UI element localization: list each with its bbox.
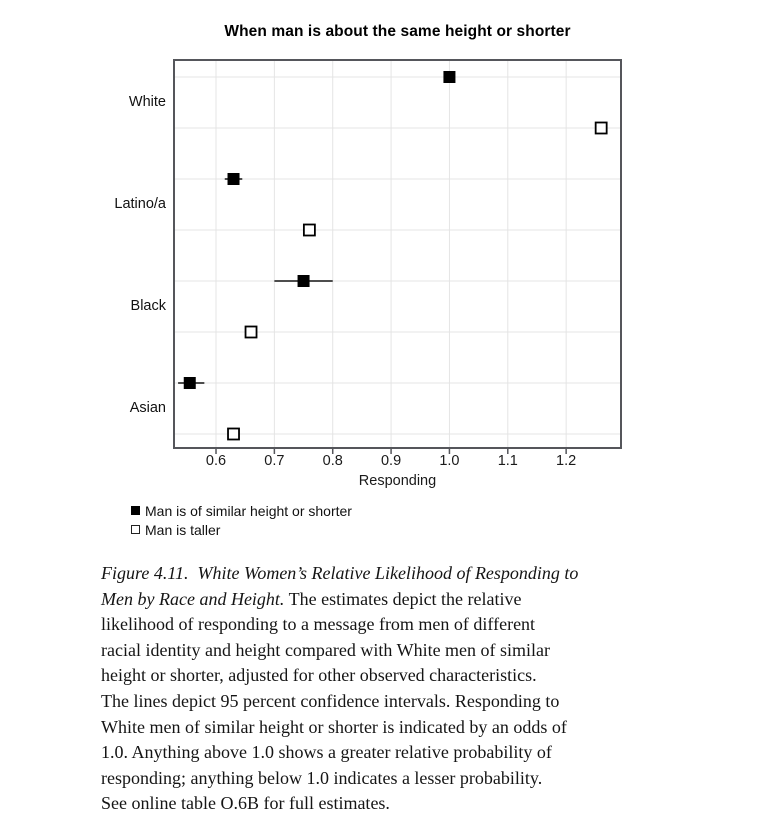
category-label: Asian [129, 399, 166, 416]
category-label: White [128, 93, 166, 110]
x-tick-label: 0.8 [322, 453, 343, 469]
marker-open-square [304, 225, 315, 236]
marker-filled-square [443, 71, 455, 83]
marker-filled-square [184, 377, 196, 389]
marker-open-square [228, 429, 239, 440]
caption-line: racial identity and height compared with White men of similar [101, 639, 551, 660]
caption-line: 1.0. Anything above 1.0 shows a greater relative probability of [101, 742, 552, 763]
legend [131, 501, 352, 539]
x-tick-label: 0.7 [264, 453, 285, 469]
x-tick-label: 1.2 [556, 453, 577, 469]
plot-frame [174, 60, 621, 448]
caption-line: The lines depict 95 percent confidence intervals. Responding to [101, 690, 560, 711]
category-label: Latino/a [114, 195, 166, 212]
marker-filled-square [228, 173, 240, 185]
x-tick-label: 0.6 [205, 453, 227, 469]
marker-filled-square [298, 275, 310, 287]
caption-line: responding; anything below 1.0 indicates a lesser probability. [101, 767, 543, 788]
x-tick-label: 0.9 [380, 453, 402, 469]
open-square-icon [131, 525, 140, 534]
caption-line: height or shorter, adjusted for other observed characteristics. [101, 665, 537, 686]
category-label: Black [130, 297, 166, 314]
caption-line: likelihood of responding to a message from men of different [101, 614, 536, 635]
x-tick-label: 1.1 [497, 453, 518, 469]
legend-item [131, 520, 352, 539]
marker-open-square [246, 327, 257, 338]
caption-line: Figure 4.11. White Women’s Relative Likelihood of Responding to [101, 563, 579, 583]
x-axis-label: Responding [358, 473, 437, 489]
figure-caption [101, 561, 701, 817]
legend-item [131, 501, 352, 520]
legend-label: Man is of similar height or shorter [145, 502, 352, 519]
caption-line: See online table O.6B for full estimates. [101, 793, 390, 814]
chart-title: When man is about the same height or shorter [224, 23, 571, 40]
legend-label: Man is taller [145, 521, 221, 538]
x-tick-label: 1.0 [439, 453, 460, 469]
marker-open-square [596, 123, 607, 134]
filled-square-icon [131, 506, 140, 515]
caption-line: White men of similar height or shorter is indicated by an odds of [101, 716, 567, 737]
caption-line: Men by Race and Height. The estimates depict the relative [101, 588, 522, 609]
